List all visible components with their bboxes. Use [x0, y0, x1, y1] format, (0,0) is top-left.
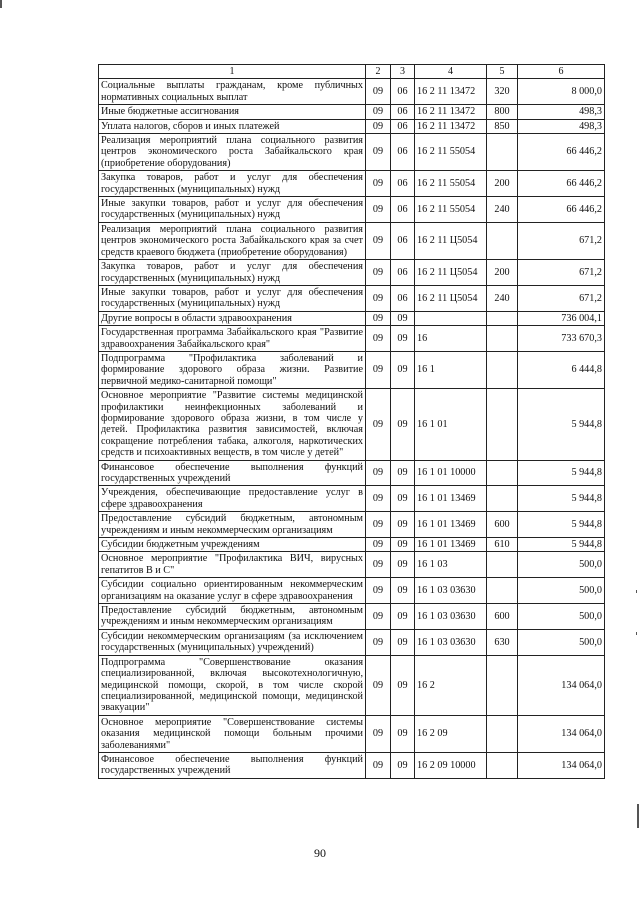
- amount-cell: 5 944,8: [518, 486, 605, 512]
- subsection-code-cell: 09: [391, 538, 415, 552]
- amount-cell: 5 944,8: [518, 460, 605, 486]
- scan-mark: [0, 0, 2, 8]
- scan-mark: [636, 632, 637, 635]
- row-name-cell: Финансовое обеспечение выполнения функций государственных учреждений: [99, 752, 366, 778]
- row-name-cell: Предоставление субсидий бюджетным, автономным учреждениям и иным некоммерческим организациям: [99, 512, 366, 538]
- table-row: [99, 119, 605, 133]
- table-row: [99, 326, 605, 352]
- section-code-cell: 09: [366, 134, 391, 171]
- expense-type-cell: 600: [487, 604, 518, 630]
- amount-cell: 66 446,2: [518, 134, 605, 171]
- expense-type-cell: [487, 578, 518, 604]
- target-article-cell: 16 1 03 03630: [415, 629, 487, 655]
- table-row: [99, 260, 605, 286]
- section-code-cell: 09: [366, 222, 391, 259]
- amount-cell: 733 670,3: [518, 326, 605, 352]
- table-row: [99, 538, 605, 552]
- table-row: [99, 351, 605, 388]
- expense-type-cell: [487, 552, 518, 578]
- row-name-cell: Подпрограмма "Совершенствование оказания специализированной, включая высокотехнологичную, медицинской помощи, скорой, в том числе скорой специализированной, медицинской помощи, медицинской эвакуации": [99, 655, 366, 715]
- row-name-cell: Субсидии бюджетным учреждениям: [99, 538, 366, 552]
- row-name-cell: Реализация мероприятий плана социального развития центров экономического роста Забайкальского края (приобретение оборудования): [99, 134, 366, 171]
- target-article-cell: 16 2 11 Ц5054: [415, 260, 487, 286]
- amount-cell: 500,0: [518, 604, 605, 630]
- row-name-cell: Субсидии некоммерческим организациям (за исключением государственных (муниципальных) учреждений): [99, 629, 366, 655]
- target-article-cell: 16 1 01 13469: [415, 512, 487, 538]
- table-row: [99, 486, 605, 512]
- row-name-cell: Иные закупки товаров, работ и услуг для обеспечения государственных (муниципальных) нужд: [99, 197, 366, 223]
- subsection-code-cell: 09: [391, 512, 415, 538]
- subsection-code-cell: 09: [391, 715, 415, 752]
- amount-cell: 134 064,0: [518, 655, 605, 715]
- row-name-cell: Закупка товаров, работ и услуг для обеспечения государственных (муниципальных) нужд: [99, 260, 366, 286]
- expense-type-cell: [487, 134, 518, 171]
- section-code-cell: 09: [366, 119, 391, 133]
- row-name-cell: Другие вопросы в области здравоохранения: [99, 311, 366, 325]
- section-code-cell: 09: [366, 604, 391, 630]
- table-row: [99, 512, 605, 538]
- section-code-cell: 09: [366, 655, 391, 715]
- target-article-cell: 16: [415, 326, 487, 352]
- column-header: 3: [391, 65, 415, 79]
- expense-type-cell: [487, 460, 518, 486]
- amount-cell: 134 064,0: [518, 752, 605, 778]
- table-row: [99, 389, 605, 460]
- target-article-cell: 16 2 11 Ц5054: [415, 285, 487, 311]
- section-code-cell: 09: [366, 715, 391, 752]
- subsection-code-cell: 06: [391, 79, 415, 105]
- table-row: [99, 222, 605, 259]
- target-article-cell: 16 2 11 Ц5054: [415, 222, 487, 259]
- target-article-cell: 16 2 09: [415, 715, 487, 752]
- expense-type-cell: [487, 222, 518, 259]
- subsection-code-cell: 09: [391, 486, 415, 512]
- subsection-code-cell: 09: [391, 752, 415, 778]
- section-code-cell: 09: [366, 552, 391, 578]
- row-name-cell: Государственная программа Забайкальского края "Развитие здравоохранения Забайкальского края": [99, 326, 366, 352]
- table-row: [99, 715, 605, 752]
- amount-cell: 8 000,0: [518, 79, 605, 105]
- section-code-cell: 09: [366, 389, 391, 460]
- amount-cell: 5 944,8: [518, 389, 605, 460]
- section-code-cell: 09: [366, 260, 391, 286]
- column-header: 2: [366, 65, 391, 79]
- column-header: 5: [487, 65, 518, 79]
- expense-type-cell: [487, 486, 518, 512]
- expense-type-cell: 850: [487, 119, 518, 133]
- expense-type-cell: 240: [487, 285, 518, 311]
- scan-mark: [636, 590, 637, 593]
- section-code-cell: 09: [366, 351, 391, 388]
- target-article-cell: 16 2 11 13472: [415, 119, 487, 133]
- table-row: [99, 105, 605, 119]
- subsection-code-cell: 06: [391, 134, 415, 171]
- section-code-cell: 09: [366, 79, 391, 105]
- table-row: [99, 171, 605, 197]
- row-name-cell: Иные закупки товаров, работ и услуг для обеспечения государственных (муниципальных) нужд: [99, 285, 366, 311]
- section-code-cell: 09: [366, 171, 391, 197]
- table-row: [99, 134, 605, 171]
- amount-cell: 498,3: [518, 119, 605, 133]
- expense-type-cell: 610: [487, 538, 518, 552]
- scan-mark: [637, 804, 639, 828]
- row-name-cell: Реализация мероприятий плана социального развития центров экономического роста Забайкальского края за счет средств краевого бюджета (приобретение оборудования): [99, 222, 366, 259]
- subsection-code-cell: 06: [391, 197, 415, 223]
- subsection-code-cell: 06: [391, 285, 415, 311]
- section-code-cell: 09: [366, 326, 391, 352]
- amount-cell: 66 446,2: [518, 197, 605, 223]
- target-article-cell: 16 2 11 55054: [415, 171, 487, 197]
- column-header: 6: [518, 65, 605, 79]
- section-code-cell: 09: [366, 538, 391, 552]
- subsection-code-cell: 09: [391, 655, 415, 715]
- expense-type-cell: [487, 326, 518, 352]
- table-row: [99, 197, 605, 223]
- amount-cell: 500,0: [518, 629, 605, 655]
- section-code-cell: 09: [366, 578, 391, 604]
- section-code-cell: 09: [366, 197, 391, 223]
- expense-type-cell: [487, 311, 518, 325]
- amount-cell: 5 944,8: [518, 512, 605, 538]
- section-code-cell: 09: [366, 512, 391, 538]
- section-code-cell: 09: [366, 629, 391, 655]
- row-name-cell: Основное мероприятие "Профилактика ВИЧ, вирусных гепатитов В и С": [99, 552, 366, 578]
- target-article-cell: 16 1 03: [415, 552, 487, 578]
- row-name-cell: Закупка товаров, работ и услуг для обеспечения государственных (муниципальных) нужд: [99, 171, 366, 197]
- column-header: 1: [99, 65, 366, 79]
- amount-cell: 498,3: [518, 105, 605, 119]
- budget-table: [98, 64, 605, 779]
- target-article-cell: 16 1 03 03630: [415, 578, 487, 604]
- table-row: [99, 752, 605, 778]
- target-article-cell: 16 1: [415, 351, 487, 388]
- expense-type-cell: [487, 389, 518, 460]
- subsection-code-cell: 06: [391, 260, 415, 286]
- row-name-cell: Предоставление субсидий бюджетным, автономным учреждениям и иным некоммерческим организациям: [99, 604, 366, 630]
- section-code-cell: 09: [366, 311, 391, 325]
- subsection-code-cell: 09: [391, 578, 415, 604]
- table-row: [99, 604, 605, 630]
- row-name-cell: Социальные выплаты гражданам, кроме публичных нормативных социальных выплат: [99, 79, 366, 105]
- subsection-code-cell: 09: [391, 389, 415, 460]
- target-article-cell: 16 1 03 03630: [415, 604, 487, 630]
- target-article-cell: 16 1 01: [415, 389, 487, 460]
- table-row: [99, 629, 605, 655]
- expense-type-cell: 240: [487, 197, 518, 223]
- section-code-cell: 09: [366, 460, 391, 486]
- table-row: [99, 578, 605, 604]
- target-article-cell: 16 2 09 10000: [415, 752, 487, 778]
- expense-type-cell: [487, 715, 518, 752]
- subsection-code-cell: 09: [391, 460, 415, 486]
- amount-cell: 736 004,1: [518, 311, 605, 325]
- column-header: 4: [415, 65, 487, 79]
- table-row: [99, 552, 605, 578]
- subsection-code-cell: 06: [391, 222, 415, 259]
- expense-type-cell: 600: [487, 512, 518, 538]
- row-name-cell: Субсидии социально ориентированным некоммерческим организациям на оказание услуг в сфере здравоохранения: [99, 578, 366, 604]
- subsection-code-cell: 09: [391, 552, 415, 578]
- subsection-code-cell: 06: [391, 119, 415, 133]
- subsection-code-cell: 09: [391, 326, 415, 352]
- subsection-code-cell: 09: [391, 351, 415, 388]
- row-name-cell: Подпрограмма "Профилактика заболеваний и формирование здорового образа жизни. Развитие первичной медико-санитарной помощи": [99, 351, 366, 388]
- subsection-code-cell: 09: [391, 604, 415, 630]
- row-name-cell: Финансовое обеспечение выполнения функций государственных учреждений: [99, 460, 366, 486]
- expense-type-cell: 630: [487, 629, 518, 655]
- amount-cell: 5 944,8: [518, 538, 605, 552]
- target-article-cell: 16 1 01 10000: [415, 460, 487, 486]
- section-code-cell: 09: [366, 752, 391, 778]
- target-article-cell: 16 2 11 55054: [415, 134, 487, 171]
- subsection-code-cell: 06: [391, 171, 415, 197]
- subsection-code-cell: 06: [391, 105, 415, 119]
- expense-type-cell: [487, 351, 518, 388]
- amount-cell: 671,2: [518, 285, 605, 311]
- amount-cell: 134 064,0: [518, 715, 605, 752]
- amount-cell: 671,2: [518, 260, 605, 286]
- target-article-cell: 16 2 11 13472: [415, 79, 487, 105]
- table-header-row: [99, 65, 605, 79]
- table-row: [99, 79, 605, 105]
- row-name-cell: Основное мероприятие "Совершенствование системы оказания медицинской помощи больным прочими заболеваниями": [99, 715, 366, 752]
- target-article-cell: 16 1 01 13469: [415, 486, 487, 512]
- table-row: [99, 311, 605, 325]
- target-article-cell: 16 2: [415, 655, 487, 715]
- expense-type-cell: 200: [487, 171, 518, 197]
- amount-cell: 6 444,8: [518, 351, 605, 388]
- expense-type-cell: 320: [487, 79, 518, 105]
- table-row: [99, 655, 605, 715]
- row-name-cell: Уплата налогов, сборов и иных платежей: [99, 119, 366, 133]
- target-article-cell: [415, 311, 487, 325]
- expense-type-cell: 800: [487, 105, 518, 119]
- row-name-cell: Иные бюджетные ассигнования: [99, 105, 366, 119]
- row-name-cell: Учреждения, обеспечивающие предоставление услуг в сфере здравоохранения: [99, 486, 366, 512]
- target-article-cell: 16 2 11 13472: [415, 105, 487, 119]
- amount-cell: 500,0: [518, 578, 605, 604]
- target-article-cell: 16 1 01 13469: [415, 538, 487, 552]
- row-name-cell: Основное мероприятие "Развитие системы медицинской профилактики неинфекционных заболеваний и формирование здорового образа жизни, в том числе у детей. Профилактика развития зависимостей, включая сокращение потребления табака, алкоголя, наркотических средств и психоактивных веществ, в том числе у детей": [99, 389, 366, 460]
- section-code-cell: 09: [366, 486, 391, 512]
- table-row: [99, 285, 605, 311]
- section-code-cell: 09: [366, 105, 391, 119]
- amount-cell: 671,2: [518, 222, 605, 259]
- expense-type-cell: [487, 752, 518, 778]
- expense-type-cell: [487, 655, 518, 715]
- target-article-cell: 16 2 11 55054: [415, 197, 487, 223]
- expense-type-cell: 200: [487, 260, 518, 286]
- page-number: 90: [314, 846, 326, 860]
- subsection-code-cell: 09: [391, 629, 415, 655]
- section-code-cell: 09: [366, 285, 391, 311]
- amount-cell: 66 446,2: [518, 171, 605, 197]
- table-row: [99, 460, 605, 486]
- subsection-code-cell: 09: [391, 311, 415, 325]
- amount-cell: 500,0: [518, 552, 605, 578]
